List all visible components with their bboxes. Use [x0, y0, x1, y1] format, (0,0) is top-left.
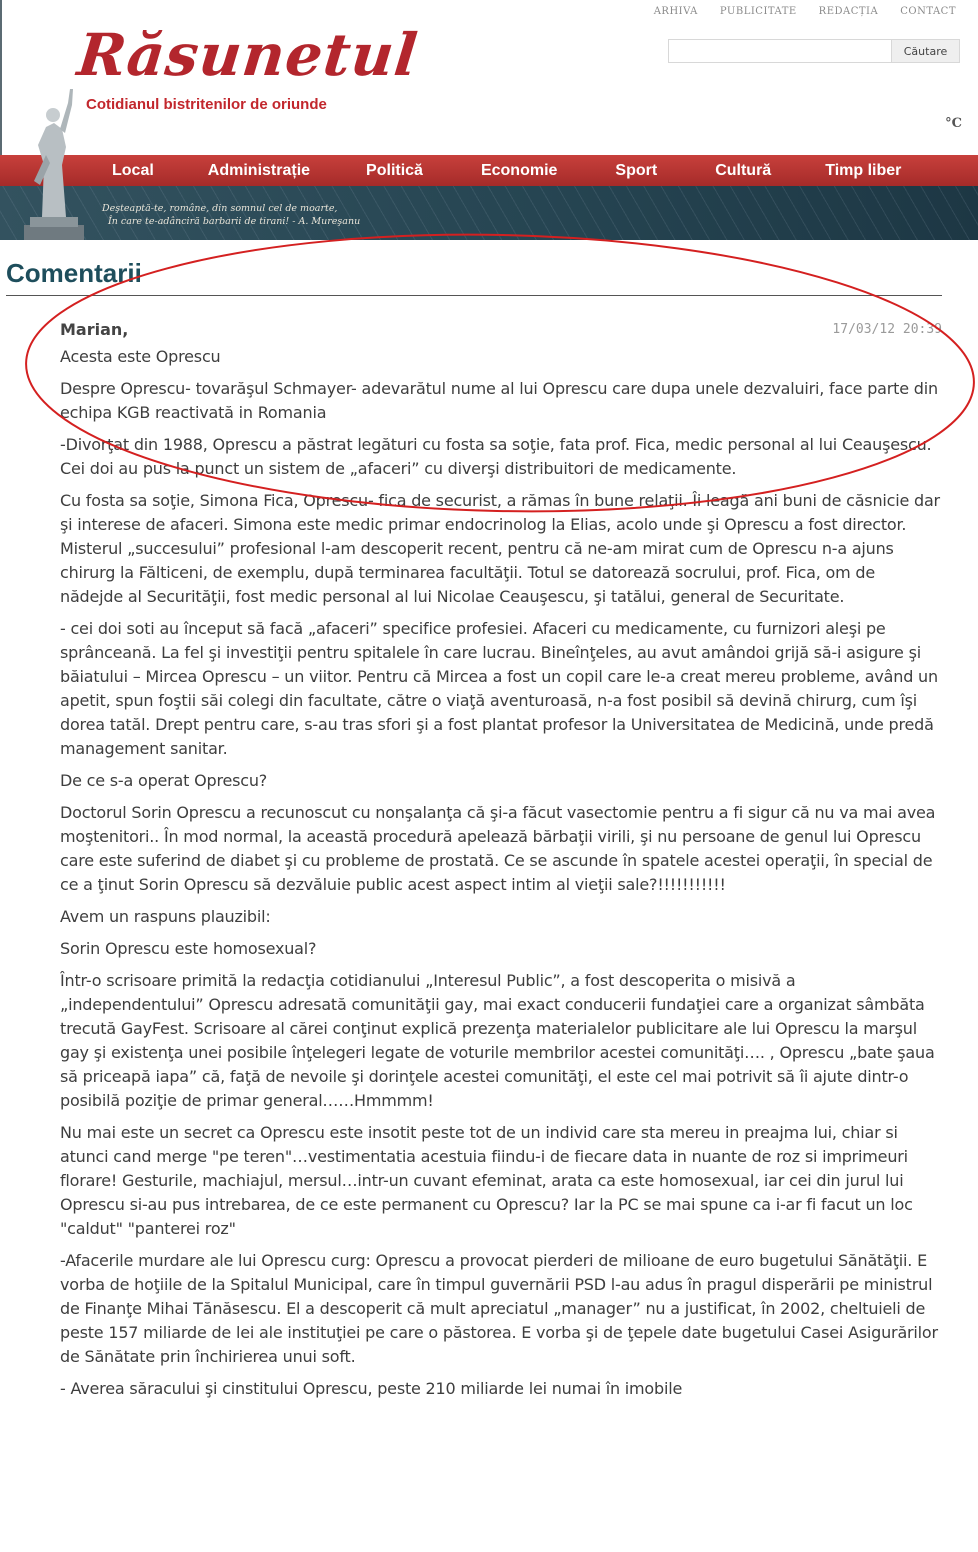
- top-links: [654, 6, 956, 17]
- comment-paragraph: Acesta este Oprescu: [60, 347, 221, 366]
- comment-paragraph: - cei doi soti au început să facă „afaceri” specifice profesiei. Afaceri cu medicamente, cu furnizori aleşi pe sprânceană. La fel şi investiţii pentru spitalele în care lucrau. Bineînţeles, au avut amândoi grijă să-i asigure şi băiatului – Mircea Oprescu – un viitor. Pentru că Mircea a fost un copil care le-a creat mereu probleme, având un apetit, spun foştii săi colegi din facultate, către o viaţă aventuroasă, n-a fost posibil să devină chirurg, cum îşi dorea tatăl. Drept pentru care, s-au tras sfori şi a fost plantat profesor la Universitatea de Medicină, unde predă management sanitar.: [60, 619, 938, 758]
- comment-paragraph: De ce s-a operat Oprescu?: [60, 771, 268, 790]
- comment-paragraph: -Divorţat din 1988, Oprescu a păstrat legături cu fosta sa soţie, fata prof. Fica, medic personal al lui Ceauşescu. Cei doi au pus la punct un sistem de „afaceri” cu diverşi distribuitori de medicamente.: [60, 435, 932, 478]
- search-input[interactable]: [668, 39, 891, 63]
- nav-item-cultura[interactable]: Cultură: [715, 162, 772, 179]
- comment-paragraph: -Afacerile murdare ale lui Oprescu curg: Oprescu a provocat pierderi de milioane de euro bugetului Sănătăţii. E vorba de hoţiile de la Spitalul Municipal, care în timpul guvernării PSD l-au adus în pragul disperării pe ministrul de Finanţe Mihai Tănăsescu. El a descoperit că mult apreciatul „manager” nu a justificat, în 2002, cheltuieli de peste 157 miliarde de lei ale instituţiei pe care o păstorea. E vorba şi de ţepele date bugetului Casei Asigurărilor de Sănătate prin închirierea unui soft.: [60, 1251, 938, 1366]
- site-header: [0, 0, 978, 240]
- top-link-redactia[interactable]: REDACȚIA: [818, 6, 879, 17]
- comment: [60, 320, 942, 1409]
- nav-item-sport[interactable]: Sport: [615, 162, 658, 179]
- site-logo[interactable]: Răsunetul: [74, 21, 422, 89]
- section-divider: [6, 295, 942, 296]
- comment-paragraph: Despre Oprescu- tovarăşul Schmayer- adevarătul nume al lui Oprescu care dupa unele dezvaluiri, face parte din echipa KGB reactivată in Romania: [60, 379, 938, 422]
- main-nav: [0, 155, 978, 186]
- top-link-arhiva[interactable]: ARHIVA: [653, 6, 698, 17]
- site-tagline: Cotidianul bistritenilor de oriunde: [86, 96, 327, 113]
- quote-banner: [0, 186, 978, 240]
- banner-quote-line-1: Deşteaptă-te, române, din somnul cel de moarte,: [102, 203, 338, 214]
- nav-item-administratie[interactable]: Administrație: [207, 162, 311, 179]
- nav-item-politica[interactable]: Politică: [366, 162, 423, 179]
- comment-paragraph: - Averea săracului şi cinstitului Oprescu, peste 210 miliarde lei numai în imobile: [60, 1379, 683, 1398]
- comment-paragraph: Doctorul Sorin Oprescu a recunoscut cu nonşalanţa că şi-a făcut vasectomie pentru a fi sigur că nu va mai avea moştenitori.. În mod normal, la această procedură apelează bărbaţii virili, şi nu persoane de genul lui Oprescu care este suferind de diabet şi cu probleme de prostată. Ce se ascunde în spatele acestei operaţii, în special de ce a ţinut Sorin Oprescu să dezvăluie public acest aspect intim al vieţii sale?!!!!!!!!!!!: [60, 803, 936, 894]
- comment-author: Marian,: [60, 320, 129, 339]
- comment-timestamp: 17/03/12 20:39: [832, 322, 942, 337]
- nav-item-economie[interactable]: Economie: [480, 162, 558, 179]
- search-button[interactable]: Căutare: [891, 39, 960, 63]
- banner-quote: [102, 202, 360, 228]
- search-form: [668, 39, 960, 63]
- comment-paragraph: Nu mai este un secret ca Oprescu este insotit peste tot de un individ care sta mereu in preajma lui, chiar si atunci cand merge "pe teren"…vestimentatia acestuia fiindu-i de fiecare data in nuante de roz si imprimeuri florare! Gesturile, machiajul, mersul…intr-un cuvant efeminat, arata ca este homosexual, iar cei din jurul lui Oprescu si-au pus intrebarea, de ce este permanent cu Oprescu? Iar la PC se mai spune ca i-ar fi facut un loc "caldut" "panterei roz": [60, 1123, 913, 1238]
- section-title: Comentarii: [6, 258, 142, 288]
- statue-icon: [24, 85, 84, 240]
- top-link-publicitate[interactable]: PUBLICITATE: [719, 6, 797, 17]
- top-link-contact[interactable]: CONTACT: [900, 6, 956, 17]
- comment-paragraph: Sorin Oprescu este homosexual?: [60, 939, 317, 958]
- nav-item-local[interactable]: Local: [112, 162, 154, 179]
- banner-quote-line-2: În care te-adânciră barbarii de tirani! - A. Mureşanu: [108, 216, 361, 227]
- comment-paragraph: Într-o scrisoare primită la redacţia cotidianului „Interesul Public”, a fost descoperita o misivă a „independentului” Oprescu adresată comunităţii gay, mai exact conducerii fundaţiei care a organizat sâmbăta trecută GayFest. Scrisoare al cărei conţinut explică prezenţa materialelor publicitare ale lui Oprescu la marşul gay şi existenţa unei posibile înţelegeri legate de voturile membrilor acestei comunităţi…. , Oprescu „bate şaua să priceapă iapa” că, faţă de nevoile şi dorinţele acestei comunităţi, el este cel mai potrivit să îi ajute dintr-o posibilă poziţie de primar general……Hmmmm!: [60, 971, 935, 1110]
- nav-item-timp-liber[interactable]: Timp liber: [825, 162, 902, 179]
- comment-paragraph: Avem un raspuns plauzibil:: [60, 907, 271, 926]
- comment-paragraph: Cu fosta sa soţie, Simona Fica, Oprescu- fica de securist, a rămas în bune relaţii. Îi leagă ani buni de căsnicie dar şi interese de afaceri. Simona este medic primar endocrinolog la Elias, acolo unde şi Oprescu a fost director. Misterul „succesului” profesional l-am descoperit recent, pentru că ne-am mirat cum de Oprescu n-a ajuns chirurg la Fălticeni, de exemplu, după terminarea facultăţii. Totul se datorează socrului, prof. Fica, om de nădejde al Securităţii, fost medic personal al lui Nicolae Ceauşescu, şi tatălui, general de Securitate.: [60, 491, 940, 606]
- comment-body: [60, 345, 942, 1401]
- temperature-unit: °C: [945, 116, 962, 131]
